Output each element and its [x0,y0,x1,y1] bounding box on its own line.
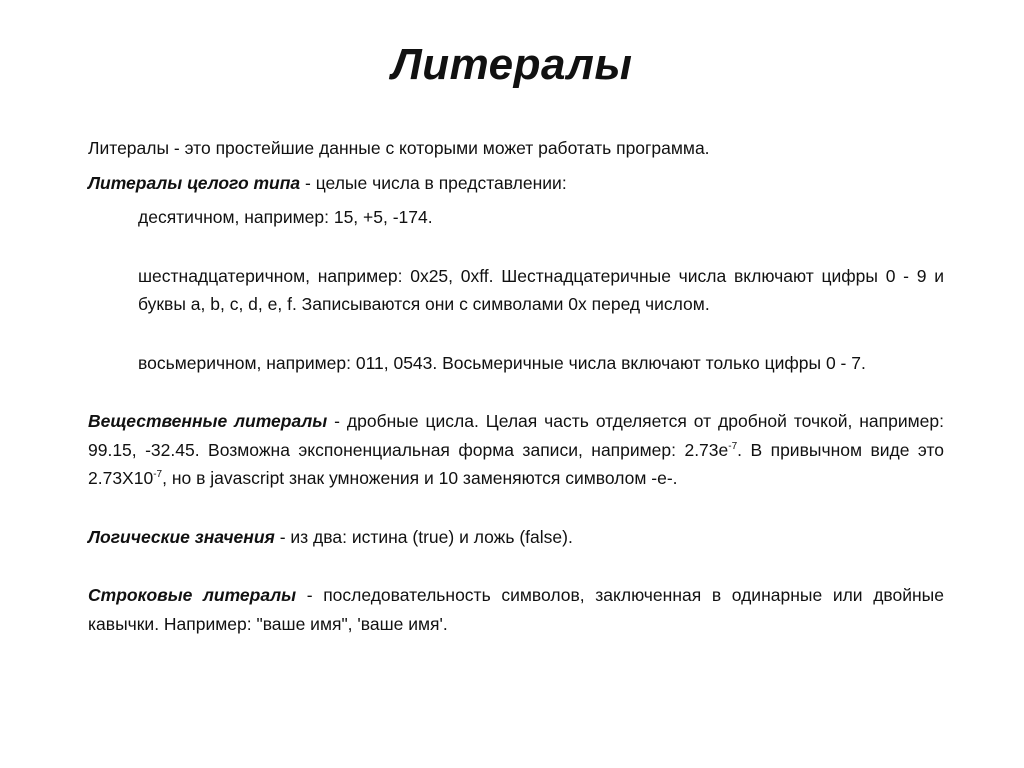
intro-paragraph: Литералы - это простейшие данные с которыми может работать программа. [88,138,710,158]
exponent-superscript-2: -7 [153,469,163,481]
real-literals-text-1: - дробные цисла. Целая часть отделяется от дробной точкой, например: 99.15, -32.45. Возможна экспоненциальная форма записи, например: 2.73e [88,411,944,460]
slide-body [88,134,944,638]
boolean-text: - из два: истина (true) и ложь (false). [274,526,573,547]
decimal-item: десятичном, например: 15, +5, -174. [138,207,433,227]
hex-item: шестнадцатеричном, например: 0x25, 0xff. Шестнадцатеричные числа включают цифры 0 - 9 и буквы a, b, c, d, e, f. Записываются они с символами 0x перед числом. [138,265,944,314]
integer-literals-paragraph [88,169,944,198]
boolean-paragraph [88,523,944,552]
integer-literals-term: Литералы целого типа [88,172,301,193]
octal-item: восьмеричном, например: 011, 0543. Восьмеричные числа включают только цифры 0 - 7. [138,352,866,373]
exponent-superscript-1: -7 [728,440,738,452]
real-literals-paragraph [88,407,944,493]
real-literals-text-2: . В привычном виде это 2.73Х10 [88,439,945,488]
boolean-term: Логические значения [88,526,275,547]
slide-title: Литералы [391,40,633,89]
string-literals-text: - последовательность символов, заключенная в одинарные или двойные кавычки. Например: "ваше имя", 'ваше имя'. [88,585,944,634]
real-literals-term: Вещественные литералы [88,411,328,431]
integer-literals-text: - целые числа в представлении: [300,172,567,193]
string-literals-term: Строковые литералы [88,585,297,605]
real-literals-text-3: , но в javascript знак умножения и 10 заменяются символом -e-. [162,468,678,488]
string-literals-paragraph [88,581,944,638]
